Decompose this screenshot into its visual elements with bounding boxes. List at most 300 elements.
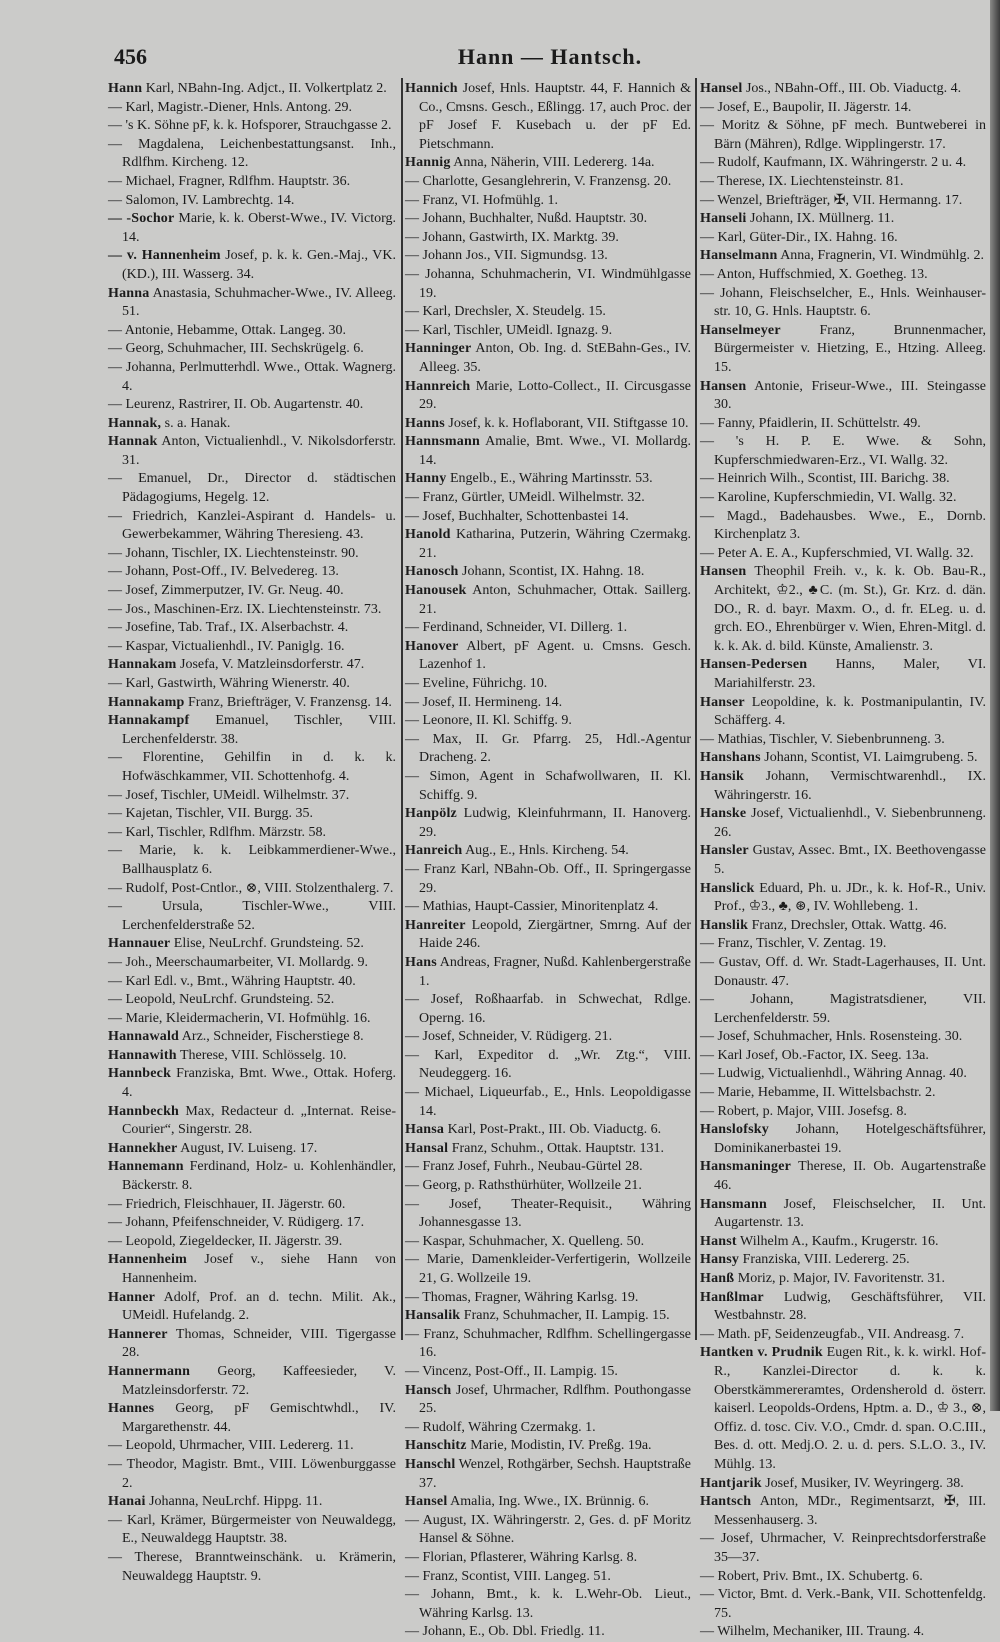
directory-entry xyxy=(405,1568,691,1587)
entry-surname: — xyxy=(405,266,419,282)
directory-entry xyxy=(405,768,691,805)
entry-surname: Hannreich xyxy=(405,378,471,394)
directory-entry xyxy=(700,1530,986,1567)
directory-entry xyxy=(405,991,691,1028)
directory-entry xyxy=(108,749,396,786)
directory-entry xyxy=(405,1028,691,1047)
entry-surname: — xyxy=(108,973,122,989)
entry-details: 's K. Söhne pF, k. k. Hofsporer, Strauchgasse 2. xyxy=(122,118,392,134)
entry-details: Josef, Schuhmacher, Hnls. Rosensteing. 30. xyxy=(714,1029,963,1045)
entry-details: Rudolf, Währing Czermakg. 1. xyxy=(419,1419,596,1435)
entry-details: Franz Josef, Fuhrh., Neubau-Gürtel 28. xyxy=(419,1159,643,1175)
entry-details: Heinrich Wilh., Scontist, III. Barichg. 38. xyxy=(714,471,950,487)
directory-entry xyxy=(405,898,691,917)
directory-entry xyxy=(405,582,691,619)
directory-entry xyxy=(405,1623,691,1642)
directory-entry xyxy=(108,340,396,359)
entry-details: Joh., Meerschaumarbeiter, VI. Mollardg. 9. xyxy=(122,954,369,970)
page-edge-shadow xyxy=(990,0,1000,1411)
entry-details: Emanuel, Tischler, VIII. Lerchenfelderstr. 38. xyxy=(122,713,396,747)
entry-details: Josef, Fleischselcher, II. Unt. Augartenstr. 13. xyxy=(714,1196,986,1231)
directory-entry xyxy=(405,1251,691,1288)
entry-surname: — xyxy=(700,1047,714,1063)
entry-surname: — xyxy=(700,936,714,952)
entry-surname: Hansel xyxy=(700,81,743,96)
directory-entry xyxy=(108,694,396,713)
entry-surname: Hanreiter xyxy=(405,917,466,933)
entry-details: Karl, Post-Prakt., III. Ob. Viaductg. 6. xyxy=(444,1122,662,1138)
entry-details: Johann, Hotelgeschäftsführer, Dominikanerbastei 19. xyxy=(714,1122,986,1156)
directory-entry xyxy=(108,1158,396,1195)
entry-details: Eveline, Führichg. 10. xyxy=(419,676,548,691)
entry-surname: — xyxy=(700,192,714,208)
entry-details: Josef, Uhrmacher, Rdlfhm. Pouthongasse 25. xyxy=(419,1382,691,1417)
directory-entry xyxy=(108,712,396,749)
entry-details: Josef, Schneider, V. Rüdigerg. 21. xyxy=(419,1029,613,1045)
entry-details: Antonie, Friseur-Wwe., III. Steingasse 30. xyxy=(714,378,986,413)
directory-entry xyxy=(108,1196,396,1215)
entry-surname: — xyxy=(108,1456,122,1472)
entry-surname: Hannakampf xyxy=(108,713,190,729)
entry-details: Josef, Roßhaarfab. in Schwechat, Rdlge. Operng. 16. xyxy=(419,992,691,1026)
entry-details: Marie, k. k. Oberst-Wwe., IV. Victorg. 14. xyxy=(122,211,396,245)
entry-details: Rudolf, Kaufmann, IX. Währingerstr. 2 u. 4. xyxy=(714,155,967,171)
directory-entry xyxy=(700,880,986,917)
directory-entry xyxy=(700,935,986,954)
entry-surname: Hansen xyxy=(700,564,747,580)
entry-surname: — xyxy=(108,341,122,357)
directory-entry xyxy=(108,1233,396,1252)
entry-surname: — xyxy=(108,1512,122,1528)
entry-details: Marie, Lotto-Collect., II. Circusgasse 29. xyxy=(419,378,691,413)
entry-surname: — xyxy=(405,1624,419,1640)
entry-details: Wenzel, Rothgärber, Sechsh. Hauptstraße 37. xyxy=(419,1456,692,1491)
entry-surname: Hansel xyxy=(405,1494,448,1510)
directory-entry xyxy=(108,1549,396,1586)
entry-surname: Hanny xyxy=(405,471,447,487)
directory-entry xyxy=(108,117,396,136)
directory-entry xyxy=(700,1233,986,1252)
entry-details: Fanny, Pfaidlerin, II. Schüttelstr. 49. xyxy=(714,415,921,431)
entry-details: Kajetan, Tischler, VII. Burgg. 35. xyxy=(122,806,314,822)
entry-surname: Hanover xyxy=(405,638,459,654)
entry-details: Franziska, Bmt. Wwe., Ottak. Hoferg. 4. xyxy=(122,1066,396,1101)
directory-entry xyxy=(700,1586,986,1623)
entry-details: Leonore, II. Kl. Schiffg. 9. xyxy=(419,713,572,729)
entry-surname: Hansler xyxy=(700,843,749,859)
entry-details: Karl, Drechsler, X. Steudelg. 15. xyxy=(419,304,606,320)
directory-entry xyxy=(700,656,986,693)
entry-details: Simon, Agent in Schafwollwaren, II. Kl. Schiffg. 9. xyxy=(419,768,691,803)
directory-entry xyxy=(700,1270,986,1289)
entry-details: Hanns, Maler, VI. Mariahilferstr. 23. xyxy=(714,657,986,691)
entry-surname: — xyxy=(405,620,419,636)
entry-surname: — xyxy=(405,1178,419,1194)
directory-entry xyxy=(700,508,986,545)
directory-entry xyxy=(405,917,691,954)
entry-details: Friedrich, Kanzlei-Aspirant d. Handels- u. Gewerbekammer, Währing Theresieng. 43. xyxy=(122,508,396,543)
entry-details: Josef, Zimmerputzer, IV. Gr. Neug. 40. xyxy=(122,583,344,599)
entry-details: Emanuel, Dr., Director d. städtischen Pädagogiums, Hegelg. 12. xyxy=(122,471,396,506)
directory-entry xyxy=(108,805,396,824)
entry-details: Anton, Victualienhdl., V. Nikolsdorferstr. 31. xyxy=(122,434,396,468)
directory-entry xyxy=(108,991,396,1010)
directory-entry xyxy=(700,1065,986,1084)
directory-entry xyxy=(108,1326,396,1363)
directory-entry xyxy=(700,1121,986,1158)
entry-surname: — xyxy=(405,676,419,691)
entry-surname: — xyxy=(405,1252,419,1268)
entry-surname: — xyxy=(108,954,122,970)
entry-details: Leopold, Ziegeldecker, II. Jägerstr. 39. xyxy=(122,1233,343,1249)
entry-details: Karl, Güter-Dir., IX. Hahng. 16. xyxy=(714,229,898,245)
directory-entry xyxy=(108,508,396,545)
entry-surname: — xyxy=(405,490,419,506)
entry-details: Leurenz, Rastrirer, II. Ob. Augartenstr. 40. xyxy=(122,397,364,413)
entry-details: Josef, Uhrmacher, V. Reinprechtsdorferstraße 35—37. xyxy=(714,1531,986,1565)
entry-surname: — xyxy=(405,1196,419,1212)
entry-surname: Hanslik xyxy=(700,917,749,933)
entry-details: Karl, Tischler, Rdlfhm. Märzstr. 58. xyxy=(122,824,326,840)
directory-entry xyxy=(405,1084,691,1121)
entry-details: Karl, Krämer, Bürgermeister von Neuwaldegg, E., Neuwaldegg Hauptstr. 38. xyxy=(122,1512,396,1547)
entry-surname: Hanst xyxy=(700,1233,737,1249)
entry-details: Franz, Schuhm., Ottak. Hauptstr. 131. xyxy=(448,1140,665,1156)
entry-surname: — xyxy=(405,304,419,320)
directory-entry xyxy=(700,1568,986,1587)
entry-surname: — xyxy=(700,1029,714,1045)
entry-details: Leopoldine, k. k. Postmanipulantin, IV. Schäfferg. 4. xyxy=(714,694,986,729)
entry-details: Ferdinand, Schneider, VI. Dillerg. 1. xyxy=(419,620,628,636)
entry-surname: — xyxy=(108,359,122,375)
directory-entry xyxy=(405,1121,691,1140)
entry-details: Johann, Buchhalter, Nußd. Hauptstr. 30. xyxy=(419,211,648,227)
directory-entry xyxy=(700,1196,986,1233)
entry-surname: — xyxy=(700,266,714,282)
entry-surname: — xyxy=(405,1419,419,1435)
entry-details: Moritz & Söhne, pF mech. Buntweberei in Bärn (Mähren), Rdlge. Wipplingerstr. 17. xyxy=(714,118,986,152)
entry-details: Amalia, Ing. Wwe., IX. Brünnig. 6. xyxy=(447,1494,649,1510)
entry-surname: — xyxy=(405,192,419,208)
entry-surname: Hantken v. Prudnik xyxy=(700,1345,823,1361)
entry-surname: — xyxy=(108,1438,122,1454)
entry-details: Eduard, Ph. u. JDr., k. k. Hof-R., Univ. Prof., ♔3., ♣, ⊛, IV. Wohllebeng. 1. xyxy=(714,880,986,915)
entry-surname: Hanna xyxy=(108,285,150,301)
entry-surname: Hans xyxy=(405,954,437,970)
entry-details: Johann, Bmt., k. k. L.Wehr-Ob. Lieut., Währing Karlsg. 13. xyxy=(419,1587,691,1621)
entry-surname: — xyxy=(405,1512,419,1528)
directory-entry xyxy=(108,99,396,118)
entry-details: Jos., Maschinen-Erz. IX. Liechtensteinstr. 73. xyxy=(122,601,382,617)
directory-entry xyxy=(700,805,986,842)
directory-entry xyxy=(108,433,396,470)
entry-details: Johann, Scontist, IX. Hahng. 18. xyxy=(458,564,645,580)
entry-surname: — xyxy=(405,1085,419,1101)
entry-details: Josef, Tischler, UMeidl. Wilhelmstr. 37. xyxy=(122,787,350,803)
entry-surname: — xyxy=(700,285,714,301)
entry-details: Robert, p. Major, VIII. Josefsg. 8. xyxy=(714,1103,907,1119)
entry-surname: Hansmann xyxy=(700,1196,767,1212)
directory-entry xyxy=(700,1047,986,1066)
directory-entry xyxy=(108,563,396,582)
directory-entry xyxy=(405,1549,691,1568)
entry-details: Franz, Drechsler, Ottak. Wattg. 46. xyxy=(748,917,947,933)
directory-entry xyxy=(700,731,986,750)
entry-details: Max, Redacteur d. „Internat. Reise-Courier“, Singerstr. 28. xyxy=(122,1103,396,1138)
entry-details: Franziska, VIII. Ledererg. 25. xyxy=(739,1252,910,1268)
entry-surname: — xyxy=(108,545,122,561)
entry-details: Rudolf, Post-Cntlor., ⊗, VIII. Stolzenthalerg. 7. xyxy=(122,880,394,896)
directory-entry xyxy=(405,266,691,303)
entry-surname: Hannekher xyxy=(108,1140,178,1156)
entry-details: Elise, NeuLrchf. Grundsteing. 52. xyxy=(170,936,364,952)
entry-details: 's H. P. E. Wwe. & Sohn, Kupferschmiedwaren-Erz., VI. Wallg. 32. xyxy=(714,434,986,468)
directory-entry xyxy=(108,1214,396,1233)
entry-details: Josefine, Tab. Traf., IX. Alserbachstr. 4. xyxy=(122,620,349,636)
entry-surname: — xyxy=(108,824,122,840)
entry-surname: — xyxy=(405,1363,419,1379)
entry-surname: — xyxy=(405,694,419,710)
entry-details: Karoline, Kupferschmiedin, VI. Wallg. 32. xyxy=(714,490,957,506)
directory-entry xyxy=(700,192,986,211)
entry-surname: — xyxy=(108,638,122,654)
entry-surname: Hannes xyxy=(108,1401,155,1417)
directory-entry xyxy=(700,1493,986,1530)
entry-surname: — xyxy=(700,155,714,171)
directory-entry xyxy=(108,787,396,806)
entry-surname: — xyxy=(405,1047,419,1063)
entry-details: Leopold, NeuLrchf. Grundsteing. 52. xyxy=(122,992,335,1008)
entry-details: Victor, Bmt. d. Verk.-Bank, VII. Schottenfeldg. 75. xyxy=(714,1587,986,1621)
directory-column-3 xyxy=(700,80,986,1642)
entry-surname: — xyxy=(405,861,419,877)
entry-surname: — xyxy=(405,508,419,524)
entry-details: Johanna, NeuLrchf. Hippg. 11. xyxy=(145,1494,323,1510)
directory-entry xyxy=(108,1512,396,1549)
directory-entry xyxy=(700,1103,986,1122)
entry-surname: Hannakamp xyxy=(108,694,185,710)
directory-entry xyxy=(405,1047,691,1084)
entry-surname: — xyxy=(700,1587,714,1603)
directory-entry xyxy=(405,861,691,898)
entry-details: Georg, Schuhmacher, III. Sechskrügelg. 6. xyxy=(122,341,364,357)
entry-surname: Hansen xyxy=(700,378,747,394)
directory-entry xyxy=(700,173,986,192)
entry-details: Karl Edl. v., Bmt., Währing Hauptstr. 40. xyxy=(122,973,356,989)
directory-entry xyxy=(700,1326,986,1345)
directory-entry xyxy=(700,378,986,415)
directory-entry xyxy=(108,880,396,899)
directory-entry xyxy=(108,285,396,322)
entry-surname: Hanner xyxy=(108,1289,156,1305)
entry-surname: — xyxy=(405,248,419,264)
entry-details: Ludwig, Geschäftsführer, VII. Westbahnstr. 28. xyxy=(714,1289,986,1324)
entry-details: Franz, Tischler, V. Zentag. 19. xyxy=(714,936,887,952)
entry-surname: — xyxy=(108,806,122,822)
entry-details: Vincenz, Post-Off., II. Lampig. 15. xyxy=(419,1363,618,1379)
directory-entry xyxy=(700,1158,986,1195)
entry-surname: — xyxy=(108,1549,122,1565)
page-number: 456 xyxy=(114,44,147,69)
entry-details: Johann, E., Ob. Dbl. Friedlg. 11. xyxy=(419,1624,605,1640)
entry-details: Josefa, V. Matzleinsdorferstr. 47. xyxy=(176,657,365,673)
entry-details: Johann, Vermischtwarenhdl., IX. Währingerstr. 16. xyxy=(714,768,986,803)
entry-details: Wilhelm A., Kaufm., Krugerstr. 16. xyxy=(736,1233,939,1249)
directory-entry xyxy=(405,322,691,341)
directory-entry xyxy=(405,954,691,991)
entry-surname: — xyxy=(405,768,419,784)
entry-surname: Hannawith xyxy=(108,1047,177,1063)
directory-entry xyxy=(405,1307,691,1326)
entry-details: August, IV. Luiseng. 17. xyxy=(177,1140,318,1156)
entry-surname: — xyxy=(108,118,122,134)
entry-surname: Hanai xyxy=(108,1494,146,1510)
entry-details: Therese, II. Ob. Augartenstraße 46. xyxy=(714,1159,986,1194)
directory-entry xyxy=(700,1084,986,1103)
directory-entry xyxy=(700,266,986,285)
entry-surname: Hannerer xyxy=(108,1326,168,1342)
entry-surname: Hann xyxy=(108,81,143,96)
entry-surname: — xyxy=(700,1568,714,1584)
entry-details: Josef, Victualienhdl., V. Siebenbrunneng. 26. xyxy=(714,806,986,840)
entry-details: Josef, Musiker, IV. Weyringerg. 38. xyxy=(761,1475,964,1491)
directory-entry xyxy=(405,1586,691,1623)
entry-surname: — xyxy=(700,545,714,561)
entry-surname: — xyxy=(405,1587,419,1603)
directory-entry xyxy=(700,470,986,489)
directory-entry xyxy=(108,1047,396,1066)
directory-entry xyxy=(405,1456,691,1493)
entry-details: Karl, Magistr.-Diener, Hnls. Antong. 29. xyxy=(122,99,353,115)
directory-entry xyxy=(108,1400,396,1437)
entry-surname: — xyxy=(108,787,122,803)
entry-details: Kaspar, Schuhmacher, X. Quelleng. 50. xyxy=(419,1233,645,1249)
directory-entry xyxy=(405,210,691,229)
directory-entry xyxy=(108,638,396,657)
directory-entry xyxy=(108,619,396,638)
directory-entry xyxy=(700,545,986,564)
entry-details: s. a. Hanak. xyxy=(161,415,231,431)
entry-details: Therese, VIII. Schlösselg. 10. xyxy=(176,1047,347,1063)
directory-entry xyxy=(108,247,396,284)
entry-surname: — xyxy=(405,1233,419,1249)
entry-details: Mathias, Haupt-Cassier, Minoritenplatz 4. xyxy=(419,899,659,915)
directory-entry xyxy=(405,526,691,563)
entry-details: Josef, Buchhalter, Schottenbastei 14. xyxy=(419,508,629,524)
entry-surname: Hanschl xyxy=(405,1456,456,1472)
entry-surname: — xyxy=(700,508,714,524)
directory-entry xyxy=(108,415,396,434)
entry-surname: Hanosch xyxy=(405,564,459,580)
directory-entry xyxy=(700,415,986,434)
entry-surname: — xyxy=(700,490,714,506)
directory-entry xyxy=(405,1512,691,1549)
directory-entry xyxy=(405,229,691,248)
entry-surname: — xyxy=(405,229,419,245)
entry-surname: — xyxy=(700,99,714,115)
entry-surname: Hanser xyxy=(700,694,745,710)
entry-details: Johanna, Schuhmacherin, VI. Windmühlgasse 19. xyxy=(419,266,691,301)
directory-entry xyxy=(108,1289,396,1326)
directory-entry xyxy=(108,1456,396,1493)
directory-entry xyxy=(108,898,396,935)
directory-entry xyxy=(108,1010,396,1029)
entry-surname: Hansa xyxy=(405,1122,445,1138)
directory-entry xyxy=(405,192,691,211)
entry-details: Karl, Tischler, UMeidl. Ignazg. 9. xyxy=(419,322,613,338)
entry-details: Anton, MDr., Regimentsarzt, ✠, III. Messenhauserg. 3. xyxy=(714,1494,986,1528)
entry-surname: Hanseli xyxy=(700,211,747,227)
entry-details: Franz, Schuhmacher, Rdlfhm. Schellingergasse 16. xyxy=(419,1326,691,1361)
entry-details: Max, II. Gr. Pfarrg. 25, Hdl.-Agentur Dracheng. 2. xyxy=(419,731,691,766)
entry-details: Kaspar, Victualienhdl., IV. Paniglg. 16. xyxy=(122,638,345,654)
entry-details: Albert, pF Agent. u. Cmsns. Gesch. Lazenhof 1. xyxy=(419,638,691,673)
entry-surname: — xyxy=(700,434,714,450)
entry-details: Anton, Huffschmied, X. Goetheg. 13. xyxy=(714,266,928,282)
entry-surname: Hanß xyxy=(700,1271,735,1286)
directory-entry xyxy=(700,433,986,470)
entry-surname: — xyxy=(405,1159,419,1175)
entry-surname: Hannig xyxy=(405,155,451,171)
entry-details: Amalie, Bmt. Wwe., VI. Mollardg. 14. xyxy=(419,434,691,468)
entry-surname: Hannenheim xyxy=(108,1252,188,1268)
directory-entry xyxy=(405,1233,691,1252)
directory-entry xyxy=(700,117,986,154)
entry-details: Georg, Kaffeesieder, V. Matzleinsdorferstr. 72. xyxy=(122,1363,396,1398)
entry-surname: — xyxy=(405,322,419,338)
directory-entry xyxy=(108,656,396,675)
entry-details: Franz, Briefträger, V. Franzensg. 14. xyxy=(184,694,392,710)
directory-entry xyxy=(108,173,396,192)
entry-surname: Hanselmann xyxy=(700,248,778,264)
entry-details: Karl, Gastwirth, Währing Wienerstr. 40. xyxy=(122,676,350,691)
entry-surname: Hansch xyxy=(405,1382,452,1398)
entry-surname: — xyxy=(108,583,122,599)
entry-surname: — -Sochor xyxy=(108,211,175,227)
directory-entry xyxy=(700,322,986,378)
directory-entry xyxy=(108,842,396,879)
entry-details: Josef, Hnls. Hauptstr. 44, F. Hannich & Co., Cmsns. Gesch., Eßlingg. 17, auch Proc. der pF Josef F. Kusebach u. der pF Ed. Pietschmann. xyxy=(419,81,691,152)
entry-details: Florentine, Gehilfin in d. k. k. Hofwäschkammer, VII. Schottenhofg. 4. xyxy=(122,750,396,784)
entry-details: Friedrich, Fleischhauer, II. Jägerstr. 60. xyxy=(122,1196,346,1212)
directory-entry xyxy=(405,433,691,470)
entry-surname: — xyxy=(108,322,122,338)
entry-surname: — xyxy=(700,118,714,134)
directory-entry xyxy=(405,173,691,192)
entry-details: Johann, Tischler, IX. Liechtensteinstr. 90. xyxy=(122,545,359,561)
entry-details: Aug., E., Hnls. Kircheng. 54. xyxy=(462,843,629,859)
entry-details: Josef, k. k. Hoflaborant, VII. Stiftgasse 10. xyxy=(444,415,689,431)
directory-entry xyxy=(700,768,986,805)
directory-entry xyxy=(108,824,396,843)
directory-entry xyxy=(700,1028,986,1047)
directory-entry xyxy=(405,1493,691,1512)
entry-surname: — xyxy=(108,1233,122,1249)
directory-entry xyxy=(405,638,691,675)
entry-details: Marie, Hebamme, II. Wittelsbachstr. 2. xyxy=(714,1085,936,1101)
entry-details: Johann, Post-Off., IV. Belvedereg. 13. xyxy=(122,564,339,580)
entry-details: Marie, k. k. Leibkammerdiener-Wwe., Ballhausplatz 6. xyxy=(122,843,396,877)
entry-surname: — xyxy=(405,1549,419,1565)
entry-surname: Hannermann xyxy=(108,1363,191,1379)
entry-surname: Hannemann xyxy=(108,1159,184,1175)
entry-details: Anna, Näherin, VIII. Ledererg. 14a. xyxy=(450,155,655,171)
directory-entry xyxy=(405,731,691,768)
directory-entry xyxy=(108,675,396,694)
entry-surname: Hanpölz xyxy=(405,806,457,822)
directory-entry xyxy=(700,154,986,173)
entry-details: Wilhelm, Mechaniker, III. Traung. 4. xyxy=(714,1624,925,1640)
